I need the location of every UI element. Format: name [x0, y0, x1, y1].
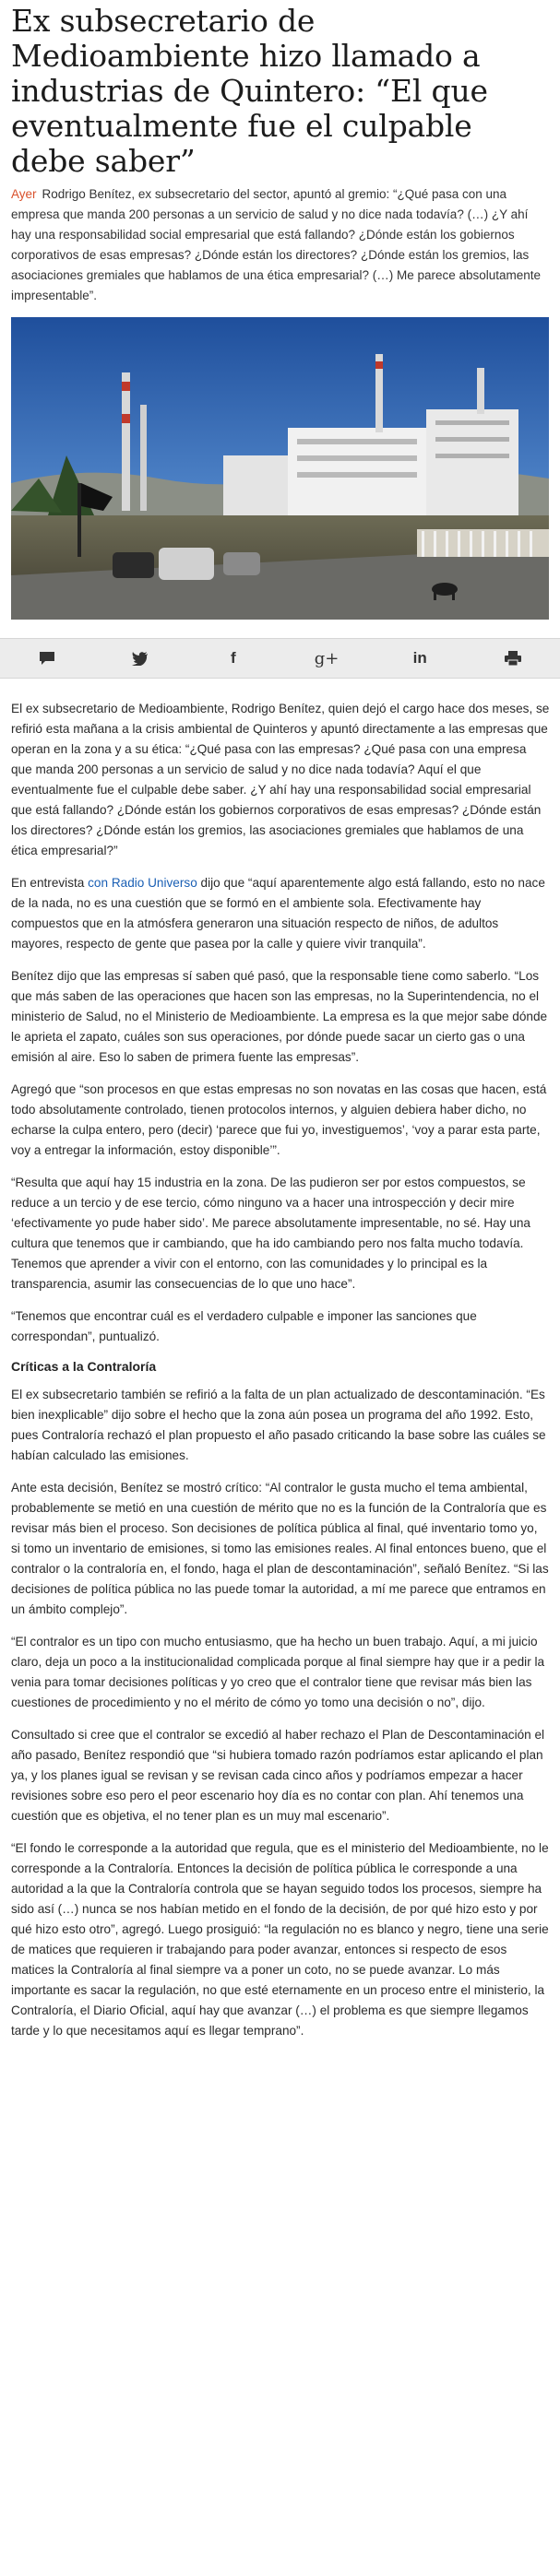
paragraph: “El contralor es un tipo con mucho entusiasmo, que ha hecho un buen trabajo. Aquí, a mi juicio claro, deja un poco a la institucionalidad complicada porque al final siempre hay que ir a pedir la venia para tomar decisiones políticas y yo creo que el contralor tiene que revisar más bien las cuestiones de procedimiento y no el mérito de cómo yo tomo una decisión o no”, dijo.	[11, 1635, 545, 1709]
comment-share-button[interactable]	[29, 640, 66, 677]
paragraph-text: dijo que “aquí aparentemente algo está fallando, esto no nace de la nada, no es una cuestión que se formó en el ambiente sola. Efectivamente hay compuestos que en la atmósfera generaron una situación respecto de niños, de adultos mayores, respecto de gente que pasea por la calle y quiere vivir tranquila”.	[11, 876, 545, 951]
paragraph	[11, 873, 550, 954]
paragraph: El ex subsecretario también se refirió a la falta de un plan actualizado de descontaminación. “Es bien inexplicable” dijo sobre el hecho que la zona aún posea un programa del año 1992. Esto, pues Contraloría rechazó el plan propuesto el año pasado criticando la base sobre las cuáles se habían calculado las emisiones.	[11, 1388, 546, 1462]
publish-date: Ayer	[11, 187, 37, 201]
share-bar	[0, 638, 560, 679]
paragraph-text: En entrevista	[11, 876, 89, 890]
paragraph: Benítez dijo que las empresas sí saben qué pasó, que la responsable tiene como saberlo. “Los que más saben de las operaciones que hacen son las empresas, no la Superintendencia, no el ministerio de Salud, no el Ministerio de Medioambiente. La empresa es la que mejor sabe dónde le aprieta el zapato, cuáles son sus operaciones, por dónde puede sacar un cierto gas o una emisión al aire. Eso lo saben de primera fuente las empresas”.	[11, 969, 548, 1064]
paragraph: Ante esta decisión, Benítez se mostró crítico: “Al contralor le gusta mucho el tema ambiental, probablemente se metió en una cuestión de mérito que no es la función de la Contraloría que es revisar más bien el proceso. Son decisiones de política pública al final, qué inventario tomo yo, si tomo un inventario de emisiones, si tomo las emisiones reales. Al final entonces bueno, que el contralor o la contraloría en, el fondo, haga el plan de descontaminación”, señaló Benítez. “Si las decisiones de política pública no las puede tomar la autoridad, a mí me parece que entramos en un ámbito complejo”.	[11, 1481, 549, 1616]
industrial-plant-photo	[11, 317, 549, 620]
article-body	[11, 699, 550, 2041]
radio-universo-link[interactable]: con Radio Universo	[88, 876, 197, 890]
googleplus-share-button[interactable]	[308, 640, 345, 677]
print-button[interactable]	[494, 640, 531, 677]
paragraph: Consultado si cree que el contralor se excedió al haber rechazo el Plan de Descontaminación el año pasado, Benítez respondió que “si hubiera tomado razón podríamos estar aplicando el plan ya, y los planes igual se revisan y se revisan cada cinco años y podríamos empezar a hacer revisiones sobre eso pero el peor escenario hoy día es no contar con plan. Ahí tenemos una cuestión que es objetiva, el no tener plan es un muy mal escenario”.	[11, 1728, 545, 1823]
facebook-share-button[interactable]	[215, 640, 252, 677]
article-lead	[11, 184, 550, 306]
linkedin-share-button[interactable]	[401, 640, 438, 677]
paragraph: “El fondo le corresponde a la autoridad que regula, que es el ministerio del Medioambiente, no le corresponde a la Contraloría. Entonces la decisión de política pública le corresponde a una autoridad a la que la Contraloría controla que se hayan seguido todos los procesos, siempre ha sido así (…) nunca se nos habían metido en el fondo de la decisión, de por qué hizo esto y por qué hizo esto otro”, agregó. Luego prosiguió: “la regulación no es blanco y negro, tiene una serie de matices que requieren ir trabajando para poder avanzar, entonces si respecto de esos matices la Contraloría al final siempre va a poner un coto, no se puede avanzar. Lo más importante es sacar la regulación, no que esté eternamente en un proceso entre el ministerio, la Contraloría, el Diario Oficial, aquí hay que avanzar (…) el problema es que siempre llegamos tarde y lo que necesitamos aquí es llegar temprano”.	[11, 1841, 549, 2038]
paragraph: “Resulta que aquí hay 15 industria en la zona. De las pudieron ser por estos compuestos, se reduce a un tercio y de ese tercio, cómo ninguno va a hacer una introspección y decir mire ‘efectivamente yo pude haber sido’. Me parece absolutamente impresentable, no sé. Hay una cultura que tenemos que ir cambiando, que ha ido cambiando pero nos falta mucho todavía. Tenemos que aprender a vivir con el entorno, con las comunidades y lo principal es la transparencia, asumir las consecuencias de lo que uno hace”.	[11, 1176, 530, 1291]
google-plus-icon: g+	[314, 648, 340, 668]
paragraph: El ex subsecretario de Medioambiente, Rodrigo Benítez, quien dejó el cargo hace dos meses, se refirió esta mañana a la crisis ambiental de Quinteros y apuntó directamente a las empresas que operan en la zona y a su ética: “¿Qué pasa con las empresas? ¿Qué pasa con una empresa que manda 200 personas a un servicio de salud y no dice nada todavía? Aquí el que eventualmente fue el culpable debe saber. ¿Y ahí hay una responsabilidad social empresarial que está fallando? ¿Dónde están los gobiernos corporativos de esas empresas? ¿Dónde están los directores? ¿Dónde están los gremios, las asociaciones gremiales que hablamos de una ética empresarial?”	[11, 702, 550, 857]
section-subheading: Críticas a la Contraloría	[11, 1359, 157, 1374]
linkedin-icon: in	[412, 649, 427, 667]
article-title: Ex subsecretario de Medioambiente hizo llamado a industrias de Quintero: “El que eventualmente fue el culpable debe saber”	[11, 3, 488, 179]
paragraph: “Tenemos que encontrar cuál es el verdadero culpable e imponer las sanciones que correspondan”, puntualizó.	[11, 1309, 477, 1343]
lead-text: Rodrigo Benítez, ex subsecretario del sector, apuntó al gremio: “¿Qué pasa con una empresa que manda 200 personas a un servicio de salud y no dice nada todavía? (…) ¿Y ahí hay una responsabilidad social empresarial que está fallando? ¿Dónde están los gobiernos corporativos de esas empresas? ¿Dónde están los directores? ¿Dónde están los gremios, las asociaciones gremiales que hablamos de una ética empresarial? (…) Me parece absolutamente impresentable”.	[11, 187, 542, 302]
twitter-share-button[interactable]	[122, 640, 159, 677]
speech-bubble-icon	[39, 651, 55, 666]
facebook-f-icon: f	[231, 649, 236, 667]
twitter-bird-icon	[132, 652, 149, 666]
printer-icon	[505, 651, 521, 666]
paragraph: Agregó que “son procesos en que estas empresas no son novatas en las cosas que hacen, está todo absolutamente controlado, tienen protocolos internos, y alguien debiera haber dicho, no echarse la culpa entero, pero (decir) ‘parece que fui yo, investiguemos’, ‘voy a parar esta parte, voy a entregar la información, estoy disponible’”.	[11, 1082, 547, 1157]
